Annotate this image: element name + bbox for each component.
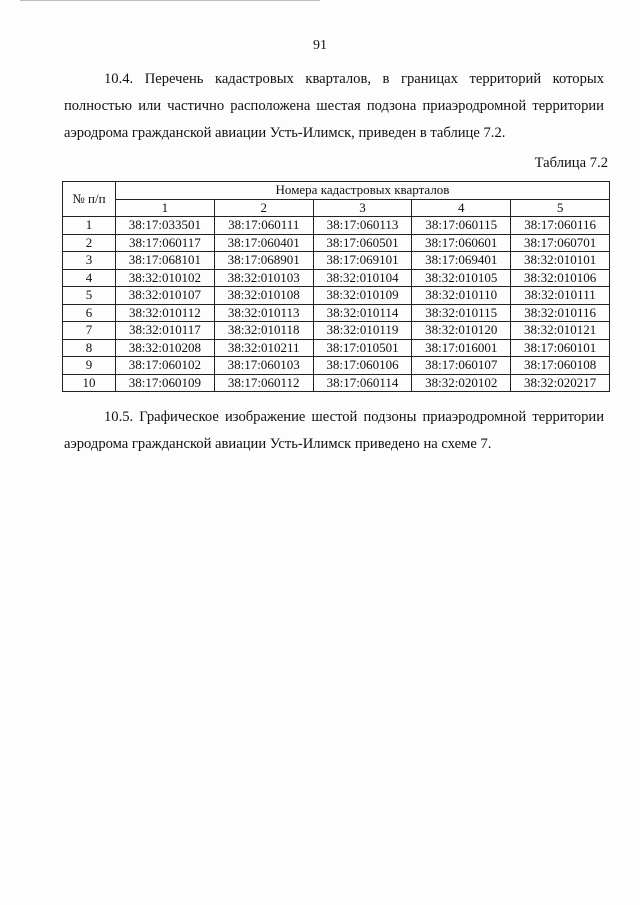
row-number: 1 (63, 217, 116, 235)
row-number: 10 (63, 374, 116, 392)
row-number: 7 (63, 322, 116, 340)
cadastral-number-cell: 38:32:010113 (214, 304, 313, 322)
row-number: 3 (63, 252, 116, 270)
row-number: 8 (63, 339, 116, 357)
cadastral-number-cell: 38:32:010106 (511, 269, 610, 287)
header-row-number: № п/п (63, 182, 116, 217)
table-caption: Таблица 7.2 (534, 155, 608, 171)
table-row (63, 322, 610, 340)
table-row (63, 357, 610, 375)
table-row (63, 252, 610, 270)
cadastral-number-cell: 38:32:010120 (412, 322, 511, 340)
paragraph-10-4-text: 10.4. Перечень кадастровых кварталов, в границах территорий которых полностью или частично расположена шестая подзона приаэродромной территории аэродрома гражданской авиации Усть-Илимск, приведен в таблице 7.2. (64, 71, 604, 141)
header-cadastral-numbers: Номера кадастровых кварталов (116, 182, 610, 200)
cadastral-number-cell: 38:17:060401 (214, 234, 313, 252)
cadastral-number-cell: 38:32:010108 (214, 287, 313, 305)
row-number: 4 (63, 269, 116, 287)
cadastral-number-cell: 38:17:060109 (116, 374, 215, 392)
column-number-3: 3 (313, 199, 412, 217)
cadastral-number-cell: 38:17:060701 (511, 234, 610, 252)
row-number: 9 (63, 357, 116, 375)
table-row (63, 234, 610, 252)
cadastral-number-cell: 38:17:060111 (214, 217, 313, 235)
cadastral-number-cell: 38:17:060101 (511, 339, 610, 357)
table-row (63, 217, 610, 235)
cadastral-number-cell: 38:32:020102 (412, 374, 511, 392)
column-number-2: 2 (214, 199, 313, 217)
table-row (63, 304, 610, 322)
cadastral-number-cell: 38:17:060112 (214, 374, 313, 392)
cadastral-number-cell: 38:32:010105 (412, 269, 511, 287)
table-row (63, 374, 610, 392)
cadastral-number-cell: 38:32:010110 (412, 287, 511, 305)
scan-edge-line (20, 0, 320, 1)
cadastral-number-cell: 38:17:060501 (313, 234, 412, 252)
paragraph-10-5 (64, 404, 604, 458)
cadastral-number-cell: 38:32:010119 (313, 322, 412, 340)
column-number-5: 5 (511, 199, 610, 217)
cadastral-number-cell: 38:17:060117 (116, 234, 215, 252)
cadastral-number-cell: 38:32:020217 (511, 374, 610, 392)
cadastral-number-cell: 38:17:060106 (313, 357, 412, 375)
table-row (63, 339, 610, 357)
paragraph-10-4 (64, 66, 604, 147)
row-number: 2 (63, 234, 116, 252)
page-number: 91 (313, 38, 327, 53)
paragraph-10-5-text: 10.5. Графическое изображение шестой подзоны приаэродромной территории аэродрома гражданской авиации Усть-Илимск приведено на схеме 7. (64, 409, 604, 452)
cadastral-number-cell: 38:17:010501 (313, 339, 412, 357)
cadastral-number-cell: 38:17:060103 (214, 357, 313, 375)
table-row (63, 269, 610, 287)
cadastral-number-cell: 38:32:010103 (214, 269, 313, 287)
cadastral-quarters-table (62, 181, 610, 392)
table-header-row (63, 182, 610, 200)
cadastral-number-cell: 38:17:060108 (511, 357, 610, 375)
cadastral-number-cell: 38:32:010104 (313, 269, 412, 287)
cadastral-number-cell: 38:17:069101 (313, 252, 412, 270)
cadastral-number-cell: 38:17:060116 (511, 217, 610, 235)
cadastral-number-cell: 38:32:010117 (116, 322, 215, 340)
cadastral-number-cell: 38:32:010121 (511, 322, 610, 340)
cadastral-number-cell: 38:17:069401 (412, 252, 511, 270)
cadastral-number-cell: 38:17:060113 (313, 217, 412, 235)
cadastral-number-cell: 38:17:068101 (116, 252, 215, 270)
cadastral-number-cell: 38:32:010118 (214, 322, 313, 340)
cadastral-number-cell: 38:32:010208 (116, 339, 215, 357)
cadastral-number-cell: 38:17:060107 (412, 357, 511, 375)
cadastral-number-cell: 38:17:060115 (412, 217, 511, 235)
cadastral-number-cell: 38:32:010112 (116, 304, 215, 322)
cadastral-number-cell: 38:32:010116 (511, 304, 610, 322)
table-row (63, 287, 610, 305)
cadastral-number-cell: 38:32:010101 (511, 252, 610, 270)
cadastral-number-cell: 38:17:033501 (116, 217, 215, 235)
cadastral-number-cell: 38:32:010107 (116, 287, 215, 305)
row-number: 6 (63, 304, 116, 322)
table-body (63, 217, 610, 392)
cadastral-number-cell: 38:32:010109 (313, 287, 412, 305)
cadastral-number-cell: 38:32:010111 (511, 287, 610, 305)
row-number: 5 (63, 287, 116, 305)
column-number-1: 1 (116, 199, 215, 217)
cadastral-number-cell: 38:17:060102 (116, 357, 215, 375)
cadastral-number-cell: 38:17:016001 (412, 339, 511, 357)
cadastral-number-cell: 38:32:010114 (313, 304, 412, 322)
cadastral-number-cell: 38:32:010102 (116, 269, 215, 287)
cadastral-number-cell: 38:32:010211 (214, 339, 313, 357)
cadastral-number-cell: 38:17:060114 (313, 374, 412, 392)
cadastral-number-cell: 38:32:010115 (412, 304, 511, 322)
cadastral-number-cell: 38:17:060601 (412, 234, 511, 252)
column-number-4: 4 (412, 199, 511, 217)
cadastral-number-cell: 38:17:068901 (214, 252, 313, 270)
table-column-numbers-row (63, 199, 610, 217)
